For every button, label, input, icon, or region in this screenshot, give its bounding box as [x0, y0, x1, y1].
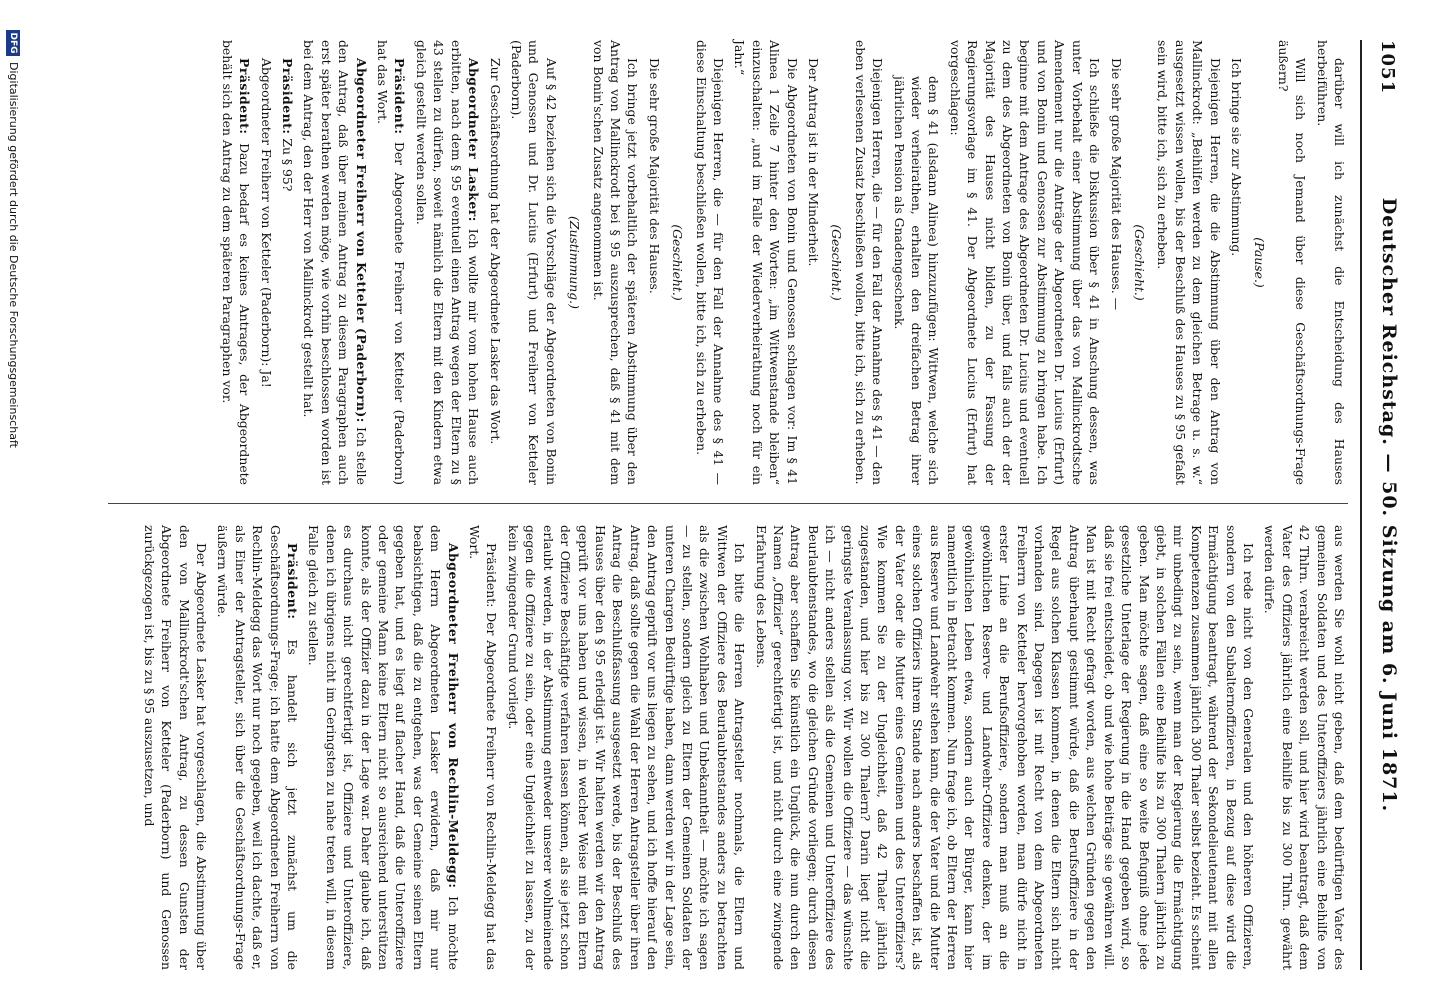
- paragraph: Der Antrag ist in der Minderheit.: [806, 58, 822, 267]
- page-footer: [0, 0, 22, 1000]
- paragraph: Zur Geschäftsordnung hat der Abgeordnete Lasker das Wort.: [487, 58, 503, 445]
- speaker-name: Präsident:: [285, 543, 301, 620]
- speech-paragraph: [279, 40, 296, 485]
- speech-text: Es handelt sich jetzt zunächst um die Geschäftsordnungs-Frage; ich hatte dem Abgeordneten Freiherrn von Rechlin-Meldegg das Wort nur noch gegeben, weil ich dachte, daß er, als Einer der Antragsteller, sich über die Geschäftsordnungs-Frage äußern würde.: [215, 525, 301, 970]
- speech-text: Ich wollte mir vom hohen Hause auch erbitten, nach dem § 95 eventuell einen Antrag wegen der Eltern zu § 43 stellen zu dürfen, soweit nämlich die Eltern mit den Kindern etwa gleich gestellt werden sollen.: [413, 40, 482, 485]
- paragraph: darüber will ich zunächst die Entscheidung des Hauses herbeiführen.: [1314, 40, 1347, 485]
- speech-paragraph: [413, 40, 483, 485]
- speech-paragraph: [374, 40, 409, 485]
- column-divider: [108, 503, 1348, 504]
- dfg-logo-icon: DFG: [6, 30, 20, 56]
- paragraph: Ich bringe jetzt vorbehaltlich der späteren Abstimmung über den Antrag von Mallinckrodt bei § 95 auszusprechen, daß § 41 mit dem von Bonin'schen Zusatz angenommen ist.: [590, 40, 641, 485]
- paragraph: Die sehr große Majorität des Hauses. —: [1108, 58, 1124, 311]
- speech-text: Ich stelle den Antrag, daß über meinen Antrag zu diesem Paragraphen auch erst später berathen werden möge, wie vorhin beschlossen worden ist bei dem Antrag, den der Herr von Mallinckrodt gestellt hat.: [301, 40, 369, 485]
- paragraph: Diejenigen Herren, die — für den Fall der Annahme des § 41 — den eben verlesenen Zusatz beschließen wollen, bitte ich, sich zu erheben.: [852, 40, 886, 485]
- paragraph: Ich schließe die Diskussion über § 41 in Anschung dessen, was unter Vorbehalt einer Abstimmung über das von Mallinckrodtsche Amendement nur die Anträge der Abgeordneten Dr. Lucius (Erfurt) und von Bonin und Genossen zur Abstimmung zu bringen habe. Ich beginne mit dem Antrage des Abgeordneten Dr. Lucius und eventuell zu dem des Abgeordneten von Bonin über, und falls auch der der Majorität des Hauses nicht bilden, zu der Fassung der Regierungsvorlage im § 41. Der Abgeordnete Lucius (Erfurt) hat vorgeschlagen:: [947, 40, 1103, 485]
- speaker-name: Abgeordneter Lasker:: [466, 58, 482, 222]
- speech-text: Ich möchte dem Herrn Abgeordneten Lasker erwidern, daß mir nur beabsichtigen, daß die zu entgehen, was der Gemeine seinen Eltern gegeben hat, und es liegt auf flacher Hand, daß die Unteroffiziere oder gemeine Mann keine Eltern nicht so ausreichend unterstützen konnte, als der Offizier dazu in der Lage war. Daher glaube ich, daß es durchaus nicht gerechtfertigt ist, Offiziere und Unteroffiziere, denen ich übrigens nicht im Geringsten zu nahe treten will, in diesem Falle gleich zu stellen.: [306, 525, 461, 970]
- stage-direction: (Pause.): [1252, 237, 1268, 288]
- running-title: Deutscher Reichstag. — 50. Sitzung am 6. Juni 1871.: [1378, 197, 1400, 813]
- paragraph: aus werden Sie wohl nicht geben, daß dem bedürftigen Vater des gemeinen Soldaten und des Unteroffiziers jährlich eine Beihilfe von 42 Thlrn. verabreicht werden soll, und hier wird beantragt, daß dem Vater des Offiziers jährlich eine Beihilfe bis zu 300 Thlrn. gewährt werden dürfe.: [1262, 525, 1347, 970]
- stage-direction: (Geschieht.): [1131, 224, 1147, 301]
- speech-paragraph: [218, 40, 253, 485]
- paragraph: Ich bringe sie zur Abstimmung.: [1228, 58, 1244, 257]
- speech-text: Zu § 95?: [280, 138, 296, 192]
- stage-direction: (Geschieht.): [670, 224, 686, 301]
- speech-paragraph: [214, 525, 301, 970]
- paragraph: Ich bitte die Herren Antragsteller nochmals, die Eltern und Wittwen der Offiziere des Beurlaubtenstandes anders zu betrachten als die zwischen Wohlhaben und Unbekanntheit — möchte ich sagen — zu stellen, sondern gleich zu Eltern der Gemeinen Soldaten der unteren Chargen Bedürftige haben, dann werden wir in der Lage sein, den Antrag geprüft vor uns liegen zu sehen, und ich hoffe hierauf den Antrag, daß sollte gegen die Wahl der Herren Antragsteller über ihren Antrag die Beschlußfassung ausgesetzt werde, bis der Beschluß des Hauses über den § 95 erledigt ist. Wir halten werden wir den Antrag geprüft vor uns haben und wissen, in welcher Weise mit den Eltern der Offiziere Beschäftigte verfahren lassen können, als sie jetzt schon erlaubt werden, in der Abstimmung entweder unserer wohlmeinende gegen die Offiziere zu sein, oder eine Ungleichheit zu lassen, zu der kein zwingender Grund vorliegt.: [505, 525, 748, 970]
- paragraph: Will sich noch Jemand über diese Geschäftsordnungs-Frage äußern?: [1275, 40, 1309, 485]
- page-number: 1051: [1377, 40, 1398, 95]
- speaker-name: Abgeordneter Freiherr von Rechlin-Meldegg:: [445, 543, 461, 889]
- stage-direction: (Geschieht.): [829, 224, 845, 301]
- quoted-motion: dem § 41 (alsdann Alinea) hinzuzufügen: Wittwen, welche sich wieder verheirathen, erhalten den dreifachen Betrag ihrer jährlichen Pension als Gnadengeschenk.: [891, 76, 942, 485]
- stage-direction: (Zustimmung.): [567, 216, 583, 309]
- paragraph: Die Abgeordneten von Bonin und Genossen schlagen vor: Im § 41 Alinea 1 Zeile 7 hinter den Worten: „im Wittwenstande bleiben“ einzuschalten: „und im Falle der Wiederverheirathung noch für ein Jahr.“: [732, 40, 800, 485]
- paragraph: Ich rede nicht von den Generalen und den höheren Offizieren, sondern von den Subalternoffizieren, in Bezug auf diese wird die Ermächtigung beantragt, während der Sekondelieutenant mit allen Kompetenzen zusammen jährlich 300 Thaler selbst bezieht. Es scheint mir unbedingt zu sein, wenn man der Regierung die Ermächtigung giebt, in solchen Fällen eine Beihilfe bis zu 300 Thalern jährlich zu geben. Man möchte sagen, daß eine so weite Befugniß ohne jede gesetzliche Unterlage der Regierung in die Hand gegeben wird, so daß sie frei entscheidet, ob und wie hohe Beiträge sie gewähren will. Man ist mit Recht gefragt worden, aus welchen Gründen gegen den Antrag überhaupt gestimmt würde, daß die Berufsoffiziere in der Regel aus solchen Klassen kommen, in denen die Eltern sich nicht vorhanden sind. Dagegen ist mit Recht von dem Abgeordneten Freiherrn von Ketteler hervorgehoben worden, man dürfe nicht in erster Linie an die Berufsoffiziere, sondern man muß an die gewöhnlichen Reserve- und Landwehr-Offiziere denken, der im gewöhnlichen Leben etwa, sondern auch der Bürger, kann hier namentlich in Betracht kommen. Nun frage ich, ob Eltern der Herren aus Reserve und Landwehr stehen kann, die der Vater und die Mutter eines solchen Offiziers ihrem Stande nach anders beschaffen ist, als der Vater oder die Mutter eines Gemeinen und des Unteroffiziers? Wie kommen Sie zu der Ungleichheit, daß 42 Thaler jährlich zugestanden, und hier bis zu 300 Thalern? Darin liegt nicht die geringste Veranlassung vor. Wir wollen die Offiziere — das wünschte ich — nicht anders stellen als die Gemeinen und Unteroffiziere des Beurlaubtenstandes, wo die gleichen Gründe vorliegen; durch diesen Antrag aber schaffen Sie künstlich ein Unglück, die nun durch den Namen „Offizier“ gerechtfertigt ist, und nicht durch eine zwingende Erfahrung des Lebens.: [753, 525, 1256, 970]
- header-rule: [1360, 40, 1362, 970]
- speaker-name: Präsident:: [392, 58, 408, 135]
- paragraph: Die sehr große Majorität des Hauses.: [646, 58, 662, 294]
- text-column-left: [214, 40, 1348, 485]
- speaker-name: Präsident:: [280, 58, 296, 135]
- speech-paragraph: [305, 525, 462, 970]
- page-header: [1364, 40, 1404, 970]
- text-column-right: [136, 525, 1348, 970]
- speaker-name: Abgeordneter Freiherr von Ketteler (Paderborn):: [353, 58, 369, 423]
- paragraph: Abgeordneter Freiherr von Ketteler (Paderborn): Ja!: [258, 58, 274, 388]
- speaker-name: Präsident:: [237, 58, 253, 135]
- speech-text: Dazu bedarf es keines Antrages, der Abgeordnete behält sich den Antrag zu dem späteren Paragraphen vor.: [219, 40, 253, 485]
- digitization-credit: Digitalisierung gefördert durch die Deutsche Forschungsgemeinschaft: [7, 62, 20, 448]
- paragraph: Diejenigen Herren, die — für den Fall der Annahme des § 41 — diese Einschaltung beschließen wollen, bitte ich, sich zu erheben.: [693, 40, 726, 485]
- speech-text: Der Abgeordnete Freiherr von Ketteler (Paderborn) hat das Wort.: [375, 40, 408, 485]
- paragraph: Der Abgeordnete Lasker hat vorgeschlagen, die Abstimmung über den von Mallinckrodt'schen Antrag, zu dessen Gunsten der Abgeordnete Freiherr von Ketteler (Paderborn) und Genossen zurückgezogen ist, bis zu § 95 auszusetzen, und: [141, 525, 209, 970]
- paragraph: Diejenigen Herren, die die Abstimmung über den Antrag von Mallinckrodt: „Beihilfen werden zu dem gleichen Betrage u. s. w.“ ausgesetzt wissen wollen, bis der Beschluß des Hauses zu § 95 gefaßt sein wird, bitte ich, sich zu erheben.: [1155, 40, 1223, 485]
- paragraph: Auf § 42 beziehen sich die Vorschläge der Abgeordneten von Bonin und Genossen und Dr. Lucius (Erfurt) und Freiherr von Ketteler (Paderborn).: [508, 40, 559, 485]
- paragraph: Präsident: Der Abgeordnete Freiherr von Rechlin-Meldegg hat das Wort.: [467, 525, 500, 970]
- speech-paragraph: [300, 40, 370, 485]
